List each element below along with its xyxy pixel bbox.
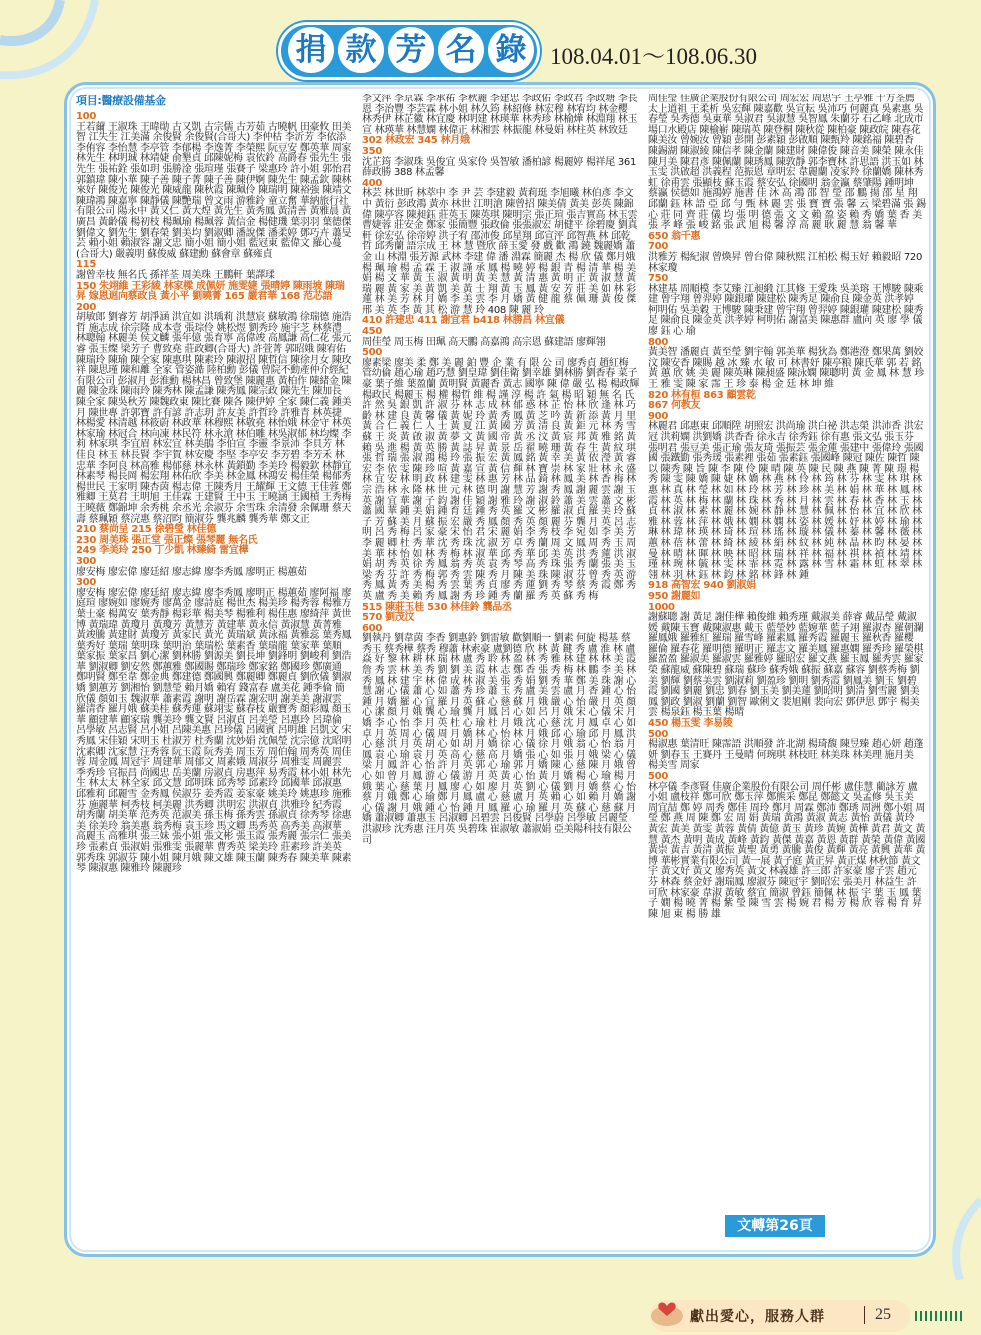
donation-amount-line: 302 林政宏 345 林月娥 [362, 135, 470, 147]
donation-amount-line: 150 朱翊維 王彩綾 林家樑 成佩妍 施雯婕 張晴婷 陳雨坡 陳瑞昇 嫁恩迴向蔡政良 黃小平 劉曉菁 165 嚴君華 168 范芯語 [76, 280, 345, 303]
donation-amount-line: 210 蔡尚呈 215 徐碧瑩 林佳德 [76, 524, 216, 536]
section-title: 項目:醫療設備基金 [76, 94, 166, 107]
title-char: 芳 [388, 27, 434, 73]
footer-divider [864, 1306, 865, 1324]
date-range: 108.04.01～108.06.30 [550, 44, 757, 69]
donation-amount-line: 650 翁千惠 [648, 230, 701, 242]
donor-names: 廖安梅 廖宏偉 廖廷紹 廖志緯 廖李秀鳳 廖明正 楊蕙茹 [76, 566, 307, 578]
donor-names: 黃美智 潘麗貞 黃至瑩 劉宇翰 郭美華 楊狄為 鄭港澄 鄭果萬 劉姣汶 陳安香 陳賜 越 冰 臻 水 敏 可 林書妤 陳亭粮 陳氏華 郭 若 銘 黃 蕙 欣 姚 美 麗 陳英琳 陳昶盛 陳泳嫻 陳聰明 黃 金 鳳 林 慧 珍 王 雅 雯 陳 家 霈 王 珍 泰 楊 金 廷 林 坤 維 [648, 347, 924, 391]
donation-amount: 500 [648, 728, 668, 740]
donation-amount: 300 [76, 555, 96, 567]
donor-column-2 [362, 94, 640, 1234]
donor-column-1 [76, 94, 354, 1234]
donation-amount: 800 [648, 336, 668, 348]
footer-stripe-decoration [915, 1311, 965, 1321]
donation-amount: 450 [362, 326, 382, 338]
donor-names: 洪雅芳 楊紀淑 曾煥昇 曾台偉 陳秋熙 江柏松 楊玉好 賴毅昭 720 林家瓊 [648, 251, 923, 274]
donation-amount-line: 450 楊玉雯 李易陵 [648, 718, 733, 730]
donor-column-3 [648, 94, 926, 1234]
donor-names: 王若薾 王淑珠 王暐勛 古又凱 古宗儒 古芳茹 古曉帆 田豪攸 田美智 江失生 江美滿 余俊賢 余俊賢(合哥大) 李仲枯 李沂芳 李依添 李侑容 李怡慧 李亭管 李郁楊 李逸菁 李榮熙 阮豆安 鄭英華 周家 林先生 林明珹 林靖婕 俞墾貞 邱陳妮梅 袁依鈴 高爵春 張先生 張先生 張祐銓 張如玥 張勝淦 張瑄瑾 張賽子 梁惠玲 許小姐 郭怡君 郭鎮瑋 陳小華 陳子善 陳子菁 陳子善 陳伊婀 陳先生 陳孟欽 陳林來好 陳俊光 陳俊光 陳威龍 陳秋霞 陳珮伶 陳瑞明 陳裕強 陳靖文 陳瑋鴻 陳嘉寧 陳靜儀 陳艷瑞 曾文雨 游雅鈴 童立奮 華納旅行社有限公司 陽永中 黃又仁 黃大煌 黃先生 黃秀鳳 黃清善 黃雅晨 黃廣昌 黃齡儀 楊初枝 楊珮瑜 楊珮蓉 黃信金 楊健璣 葉羽羽 葉德傑 劉偉文 劉先生 劉春榮 劉美均 劉淑卿 潘說傑 潘柔婷 鄧巧卉 蕭旻芸 賴小姐 賴淑容 謝文忠 簡小姐 簡小姐 藍冠東 藍偉文 羅心蔓(合哥大) 嚴義明 蘇俊威 蘇建勳 蘇會章 蘇雍貞 [76, 121, 352, 260]
donation-amount-line: 867 何教友 [648, 400, 701, 412]
donation-amount-line: 950 謝麗如 [648, 590, 701, 602]
donation-amount: 1000 [648, 601, 675, 613]
donor-names: 胡敏郎 劉睿芳 胡淨涵 洪宜如 洪瑀莉 洪慧宸 蘇敏鴻 徐瑞德 施浩哲 施志成 徐宗隆 成本壹 張琮伶 姚松煜 劉秀玲 施宇芝 林蔡澧 林聰翰 林麗美 侯文麟 張年億 張育寧 高偉竣 高鳳謙 高仁花 張元睿 張玉燦 梁芳子 曹致堯 莊政卿(合哥大) 許萱菁 郭昭娥 陳宥佑 陳瑞玲 陳瑜 陳全家 陳惠琪 陳素玲 陳淑招 陳哲信 陳徐月女 陳玫祥 陳思瑾 陳和離 全家 管姿澔 陸柏勳 彭儀 曾院不動產仲介經紀有限公司 彭淑月 彭淮勳 楊林昌 曾致堡 陳麗惠 黃柏作 陳緒金 陳麗 陳金珠 陳雨玲 陳秀林 陳孟謙 陳秀鳳 陳宗政 陳先生 陳加長 陳全家 陳吳秋芳 陳魏政東 陳比賽 陳各 陳伊婷 全家 陳仁義 鍾美月 陳世專 許郭寶 許有諺 許志玥 許友美 許哲玲 許雅青 林英捷 林楊愛 林清越 林筱蔚 林政華 林穆熙 林敬堯 林怡娥 林金守 林英 林家瑜 林冠合 林向凍 林民符 林永滄 林伯雕 林吳淑郁 林均燦 李莉 林家琪 李宜眉 林宏宜 林美鵑 李伯宣 李靈 李景沛 李貝芳 林佳良 林玉 林長賢 李宇賀 林安慶 李堅 李亭安 李芳碧 李芳禾 林忠華 李阿良 林高雅 楊郁慈 林永林 黃鎖勤 李美玲 楊毅欽 林靜宜 林素琴 楊長岡 楊宏翔 林佑欣 李美 林金鳳 林鴻安 楊佳榮 楊郁秀 楊世民 王家明 陳杏茵 楊志偉 王陳秀月 王耀輝 王文德 王佳蓉 鄭雅卿 王莫君 王明旭 王佳霖 王建賢 王中玉 王曉涵 王國楨 王秀梅 王曉薇 鄭錦坤 余秀桃 余丞光 余淑芬 余雪珠 余清發 余佩珊 蔡天壽 蔡珮穎 蔡浣惠 蔡沼昀 簡淑芬 龔兆麟 龔秀華 鄭文正 [76, 312, 352, 525]
donation-amount: 700 [648, 241, 668, 253]
donor-columns [76, 94, 926, 1234]
donor-names: 謝蘇聰 謝 黃足 謝佳樺 賴俊維 賴秀瑾 戴淑美 薛睿 戴品瑩 戴淑媛 戴陳玉寶 戴陳淑惠 戴玉 藍瑩妙 藍婉華 藍子翊 羅淑杏 羅朝瀾 羅鳳娥 羅雅紅 羅瑞 羅雪峰 羅素鳳 羅秀霞 羅麗玉 羅秋香 羅櫻 羅倫 羅春花 羅明德 羅明正 羅志文 羅美鳳 羅惠嫻 羅秀珍 羅榮棋 羅盈盈 羅淑美 羅淑雲 羅雅婷 羅昭宏 羅文燕 羅玉鳳 羅秀雲 羅家榮 蘇龍威 蘇陳碧 蘇瑞 蘇珍 蘇秀娥 蘇振 蘇嘉 蘇容 劉蔡秀梅 劉美 劉輝 劉蔡美雲 劉淑莉 劉盈珍 劉明 劉秀霞 劉鳳美 劉玉 劉碧霞 劉國 劉麗 劉忠 劉春 劉玉美 劉美蓮 劉昭明 劉清 劉雪麗 劉美鳳 劉政 劉淑 劉蘭 劉智 歐俐文 裴旭剛 裴向宏 鄧伊思 鄧宇 楊美雲 楊泉鈺 楊玉葉 楊晴 [648, 612, 924, 719]
title-chars [288, 27, 534, 73]
donation-amount-line: 249 李美玲 250 丁少凱 林臻綺 雷宜樺 [76, 545, 249, 557]
title-char: 錄 [488, 27, 534, 73]
donation-amount: 115 [76, 259, 96, 271]
donor-names: 周佳瑩 佳廣企業股份有限公司 周宏宏 周思宇 王亭雅 十方荃薦 太上道祖 王柔析 吳宏輝 陳嘉歡 吳宣耘 吳沛巧 何麗真 吳素惠 吳春瑩 吳秀德 吳東華 吳淑君 吳淑慧 吳智鳳 朱蘭芬 石乙峰 北成市場口水殿店 陳榆嶄 陳瑞英 陳登桐 陳秋從 陳柏豪 陳政皖 陳春花 陳美汝 曾婉汝 曾穎 彭開 彭素穎 彭啟順 陳甄羚 陳銘福 陳碧香 陳錫湖 陳淑綾 陳信孝 陳金蘭 陳建財 陳偉俊 陳音美 陳榮 陳永佳 陳月美 陳君彥 陳佩蘭 陳琇鳳 陳敦靜 郭李寶林 許思語 洪玉如 林玉雯 洪啟超 洪義程 范振恩 章明宏 韋麗蘭 凌家羚 徐蘭嬌 陳林秀虹 徐甫雲 張顯枝 蘇玉霞 蔡安弘 徐國明 翁金瀛 蔡肇陽 鍾明坤 蔡瀛 侯德如 施鴻婷 施書 佳 沐 高 鴻 邵 智 瑩 邵 鵬 揚 邵 星 翔 邱蘭 鈺 林 語 亞 邱 勻 甄 林 麗 雲 張 寶 寶 張 馨 云 梁碧滿 張 錫 心 莊 同 齊 莊 儀 均 張 明 德 張 文 文 賴 盈 姿 賴 秀 嬌 葉 香 美 張 孝 峰 張 峻 銘 張 武 旭 楊 馨 淳 高 麗 耿 麗 慧 翁 馨 華 [648, 94, 926, 232]
donation-amount-line: 230 周美珠 張正堂 張正燦 張琴麗 無名氏 [76, 534, 258, 546]
donor-names: 林亭儀 李彥賢 佳廣企業股份有限公司 周仟彬 盧佳慧 藺詠芳 盧小姐 盧枝祥 鄭可欣 鄭玉萍 鄭熊采 鄭昆 鄭懿文 吳孟修 吳玉美 周宜喆 鄭 婷 周秀 鄭佳 周玲 鄭月 周霖 鄭沛 鄭琇 周洲 鄭小姐 周 瑩 鄭 燕 周 陳 鄭 宏 周 娟 黃瑞 黃鴻 黃淑 黃志 黃怡 黃儀 黃玲 黃宏 黃美 黃雯 黃蓉 黃倩 黃億 黃玉 黃珍 黃婉 黃樺 黃君 黃文 黃慧 黃杰 黃明 黃成 黃峰 黃鈞 黃傑 黃嘉 黃恩 黃群 黃榮 黃偉 黃國 黃崇 黃吉 黃清 黃振 黃聖 黃勇 黃騰 黃俊 黃輝 黃亮 黃興 黃華 黃博 華彬實業有限公司 黃一展 黃子庭 黃正昇 黃正煤 林秋節 黃文宇 黃文好 黃文 廖秀英 黃文 林義雄 許三郎 許家豪 廖子雲 趙元芬 林森 蔡金妤 謝瑞鳳 廖淑芬 陳冠宇 劉昭宏 張美月 林益生 許可欣 林家豪 韋淑 黃敏 蔡宜 簡淑 曾鈺 簡佩 林 振 宇 葉 玉 鳳 葉 子 嫺 楊 曉 菁 楊 紫 瑩 陳 雪 雲 楊 婉 君 楊 芳 楊 欣 蓉 楊 育 昇 陳 旭 東 楊 勝 雄 [648, 781, 926, 920]
title-char: 名 [438, 27, 484, 73]
donation-amount: 350 [362, 145, 382, 157]
donor-names: 廖素梁 廖美 柔 鄭 美 麗 鉑 豐 企 業 有 限 公 司 廖秀貞 趙紅梅 管幼倫 趙心瑜 趙巧慧 劉皇瑋 劉佳衛 劉幸雄 劉林勝 劉香春 菜子豪 葉子維 葉盈蘭 黃明賢 黃麗香 黃志 國寧 陳 偉 嚴 弘 楊 楊政輝 楊政民 楊麗玉 楊 權 楊哲 維 楊 謹 淳 楊 許 氣 楊 昭 穎 無 名 氏 許 然 吳 銀 凱 許 淑 芬 林 志 成 林 郁 惑 林 芷 怡 林 欣 逢 林 巧 齡 林 建 良 黃 馨 儀 黃 妮 玲 黃 秀 鳳 黃 芝 吟 黃 新 添 黃 月 里 黃 合 仁 義 仁 人 士 黃 夏 江 黃 國 芳 黃 清 良 黃 鉅 元 林 秀 雪 蘇 王 炎 黃 啟 淑 黃 夢 文 黃 國 帝 黃 丞 汶 黃 宸 邦 黃 雅 銘 黃 賴 吳 進 楊 黃 英 勝 黃 誌 昇 黃 景 岳 翟 曉 珊 黃 春 生 黃 紋 琪 張 哲 瑞 張 淑 鴻 楊 玲 張 振 宏 黃 鳳 銘 黃 幸 美 黃 依 瀅 黃 睿 宏 李 依 雯 陳 珍 喧 黃 嘉 宣 黃 信 輝 林 寶 崇 林 家 壯 林 永 盛 林 宜 安 林 明 政 林 建 雯 林 惠 芳 林 品 錡 林 鳳 美 林 香 梅 林 宗 浩 林 永 隆 林 世 元 林 德 明 謝 慧 芳 謝 秀 鳳 謝 麗 雲 謝 玉 英 謝 宜 華 謝 子 鈞 謝 佳 穎 謝 雅 玲 謝 淑 鈴 蕭 美 雲 蕭 文 彬 蕭 國 華 鍾 美 娟 鍾 育 廷 鍾 秀 英 羅 文 彬 羅 淑 貞 羅 美 玲 蘇 子 芳 蘇 美 月 蘇 振 宏 嚴 秀 鳳 顏 秀 英 顏 麗 芬 龔 月 英 呂 志 明 呂 秀 梅 呂 家 豪 宋 怡 君 宋 麗 娟 李 秀 枝 李 宛 如 李 美 芳 李 麗 卿 杜 秀 華 沈 秀 珠 沈 淑 芳 卓 秀 蘭 周 文 鳳 周 秀 玉 周 美 華 林 怡 如 林 秀 梅 林 淑 華 邱 秀 華 邱 美 英 洪 秀 蓮 洪 淑 娟 胡 秀 英 徐 秀 鳳 翁 秀 英 袁 秀 琴 高 秀 珠 張 秀 蘭 張 美 玉 梁 秀 芬 許 秀 梅 郭 秀 雲 陳 秀 月 陳 美 珠 陳 淑 芬 曾 秀 英 游 秀 鳳 黃 秀 美 楊 秀 雲 葉 秀 貞 廖 秀 蓮 劉 秀 琴 蔡 秀 霞 鄭 秀 英 盧 秀 美 賴 秀 鳳 謝 秀 珍 鍾 秀 蘭 羅 秀 英 蘇 秀 梅 [362, 357, 640, 602]
footer-slogan: 獻出愛心，服務人群 [690, 1309, 825, 1325]
corner-decoration-bottom [880, 1180, 981, 1280]
donation-amount-line: 515 陳莊玉桂 530 林佳鈴 龔品丞 [362, 601, 512, 613]
donation-amount-line: 820 林有桓 863 顧雲乾 [648, 389, 756, 401]
continued-on-page-label: 文轉第26頁 [725, 1215, 825, 1237]
donation-amount: 500 [362, 347, 382, 359]
donor-names: 沈芷筠 李淑珠 吳俊宜 吳家伶 吳智敏 潘柏諺 楊麗婷 楊祥尾 361 薛政勝 388 林孟馨 [362, 156, 637, 179]
page-number: 25 [875, 1306, 891, 1323]
donor-names: 周佳瑩 周玉梅 田珮 高天鵬 高嘉鴻 高宗恩 蘇建語 廖輝翎 [362, 336, 606, 348]
donation-amount: 400 [362, 177, 382, 189]
donor-names: 林麗君 邱惠東 邱順陞 胡照宏 洪尚瑜 洪白祕 洪志榮 洪沛香 洪宏冠 洪莉嫻 洪劉嬌 洪香香 徐永吉 徐秀鈺 徐有惠 張文弘 張玉芬 張明君 張豆美 張正瑜 張友琦 張振芸 張金蓮 張建中 張偉玲 張國國 張鐵勤 張秀瑗 張素裡 張茹 張素鈺 張國峰 陳冠 陳佐 陳哲 陳以 陳秀 陳 旨 陳 李 陳 伶 陳 晴 陳 英 陳 民 陳 燕 陳 菁 陳 璟 楊 秀 陳 雯 陳 嬌 陳 婕 林 嬌 林 燕 林 伶 林 筠 林 芬 林 雯 林 琪 林 惠 林 真 林 瑩 林 如 林 玲 林 芳 林 珍 林 美 林 娟 林 華 林 鳳 林 霞 林 英 林 梅 林 蘭 林 珠 林 秀 林 月 林 雲 林 春 林 香 林 玉 林 貞 林 淑 林 素 林 麗 林 婉 林 靜 林 慧 林 佩 林 怡 林 宜 林 欣 林 雅 林 蓉 林 萍 林 娥 林 嫺 林 嫻 林 姿 林 媛 林 妤 林 婷 林 瑜 林 琳 林 瑋 林 瑛 林 琦 林 瑄 林 瑤 林 璇 林 儀 林 蓁 林 馨 林 薇 林 蕙 林 蓓 林 蕾 林 綺 林 綾 林 絹 林 紋 林 純 林 晶 林 昀 林 晏 林 曼 林 晴 林 暉 林 映 林 昭 林 瑞 林 祥 林 福 林 祺 林 禎 林 靖 林 瑾 林 琬 林 毓 林 雯 林 霏 林 霓 林 露 林 雪 林 霜 林 虹 林 翠 林 翎 林 羽 林 鈺 林 鈞 林 銘 林 鋒 林 鍾 [648, 421, 924, 581]
donation-amount-line: 410 許建忠 411 謝宜君 b418 林勝昌 林宜儀 [362, 315, 565, 327]
title-char: 捐 [288, 27, 334, 73]
donor-names: 林芸 林世昕 林萃中 李 尹 芸 李建毅 黃莉珽 李旭曦 林伯彥 李文中 黃衍 彭政鴻 黃亦 林世 江明滄 陳曾招 陳美倩 黃美 彭英 陳錦偉 陳亭容 陳昶鈺 莊英玉 陳英琪 陳明宗 張正瑄 張吉實高 林玉雲 曹婕蓉 莊安金 鄭家 張簡豐 張政倫 張張淑宏 胡健平 徐碧慶 劉真 軒 徐宏弘 徐帝婷 洪子宥 邵沛俊 邱星翔 邱宣泙 邱智燕 林 邱乾哲 邱秀蘭 語宗成 王 林 慧 暨欣 薛玉愛 發 戲 歡 鴻 鐃 魏麗嬌 蕭金 山 林淵 張芳源 武林 李建 偉 潘 淵霖 簡麗 杰 楊 欣 儀 鄭月娥 楊 珮 瑜 楊 孟 霖 王 淑 謹 承 鳳 楊 曉 婷 楊 銀 青 楊 清 華 楊 美 娟 楊 文 華 黃 玉 淑 黃 明 黃 美 慧 黃 清 惠 黃 明 正 黃 淑 慧 黃 瑞 麗 黃 家 美 黃 凱 美 黃 士 翔 黃 玉 鳳 黃 安 芳 莊 美 如 林 彩 蓮 林 美 芳 林 月 嬌 李 美 雲 李 月 嬌 黃 健 龍 蔡 佩 珊 黃 俊 傑 邢 美 英 李 黃 其 松 游 慧 玲 408 陳 麗 玲 [362, 188, 638, 316]
donation-amount-line: 918 高智宏 940 劉淑娟 [648, 580, 756, 592]
heart-hand-icon [647, 1292, 687, 1332]
donation-amount: 750 [648, 273, 668, 285]
donation-amount-line: 570 劉茂汶 [362, 612, 415, 624]
donor-names: 李文萍 李京霖 李承祐 李秋麗 李建忠 李政佑 李政君 李政塘 李長恩 李治豐 李芸霖 林小姐 林久筠 林紹修 林宏穆 林宥均 林金櫻 林秀伊 林芷徽 林宜慶 林明建 林瑛華 林秀珍 林榆燁 林淵翔 林玉宣 林瑛華 林慧嫻 林偉正 林湘雲 林振龍 林曼娟 林柱英 林致廷 [362, 94, 638, 136]
donation-amount: 100 [76, 111, 96, 122]
title-char: 款 [338, 27, 384, 73]
donor-names: 林建基 周順模 李艾臻 江昶緞 江其修 王愛珠 吳美瑢 王博駿 陳乘建 曾宇翔 曾羿婷 陳銀瓘 陳建松 陳秀足 陳俞良 陳金英 洪孝婷 柯明佑 吳美穀 王博駿 陳秉建 曾宇翔 曾羿婷 陳銀瓘 陳建松 陳秀足 陳俞良 陳金英 洪孝婷 柯明佑 謝富美 陳惠群 盧向 英 廖 學 儀 廖 鈺 心 瑜 [648, 283, 924, 338]
donation-amount: 300 [76, 577, 96, 589]
donation-amount: 600 [362, 622, 382, 634]
donor-names: 劉執丹 劉韋茵 李香 劉惠鈴 劉雷敏 歡劉順一 劉素 何旋 楊基 蔡秀玉 蔡秀樺 蔡秀 穆蕭 林索豪 盧劉德 欣 林 黃 鍵 秀 盧 淮 林 盧 焱 好 黎 林 耕 林 瑞 林 盧 秀 聆 林 盈 林 秀 雅 林 建 林 林 美 霞 詹 秀 雲 林 美 秀 劉 劉 美 霞 林 志 鄭 香 張 秀 梅 林 鵬 李 美 林 秀 鳳 林 建 宇 林 偉 成 林 淑 美 張 秀 娟 劉 秀 華 鄭 美 珠 謝 心 慧 謝 心 儀 蕭 心 如 蕭 秀 珍 蕭 玉 秀 盧 美 雲 盧 月 香 鍾 心 怡 鍾 月 嬌 羅 心 宜 羅 月 英 蘇 心 慈 蘇 月 娥 嚴 心 怡 嚴 月 英 顏 心 潔 顏 月 娥 龔 心 瑜 龔 月 鳳 呂 心 如 呂 月 娥 宋 心 儀 宋 月 嬌 李 心 怡 李 月 英 杜 心 瑜 杜 月 娥 沈 心 慈 沈 月 鳳 卓 心 如 卓 月 英 周 心 儀 周 月 嬌 林 心 怡 林 月 娥 邱 心 瑜 邱 月 鳳 洪 心 慈 洪 月 英 胡 心 如 胡 月 嬌 徐 心 儀 徐 月 娥 翁 心 怡 翁 月 鳳 袁 心 瑜 袁 月 英 高 心 慈 高 月 嬌 張 心 如 張 月 娥 梁 心 儀 梁 月 鳳 許 心 怡 許 月 英 郭 心 瑜 郭 月 嬌 陳 心 慈 陳 月 娥 曾 心 如 曾 月 鳳 游 心 儀 游 月 英 黃 心 怡 黃 月 嬌 楊 心 瑜 楊 月 娥 葉 心 慈 葉 月 鳳 廖 心 如 廖 月 英 劉 心 儀 劉 月 嬌 蔡 心 怡 蔡 月 娥 鄭 心 瑜 鄭 月 鳳 盧 心 慈 盧 月 英 賴 心 如 賴 月 嬌 謝 心 儀 謝 月 娥 鍾 心 怡 鍾 月 鳳 羅 心 瑜 羅 月 英 蘇 心 慈 蘇 月 嬌 蕭淑卿 蕭惠玉 呂淑卿 呂碧雲 呂俊賢 呂學蔚 呂學敏 呂麗瑩 洪淑珍 沈秀惠 汪月英 吳碧珠 崔淑敏 蕭淑娟 亞美陽科技有限公司 [362, 633, 636, 846]
donor-names: 楊淑惠 葉清旺 陳霈語 洪順發 許北湖 楊琦馥 陳昱臻 趙心妍 趙蓬妍 劉春玉 王賽丹 王曼晴 何琬琪 林枝旺 林美珠 林美理 施月美 楊美雪 周家 [648, 739, 924, 772]
donation-amount: 900 [648, 410, 668, 422]
donor-names: 謝曾幸枝 無名氏 孫祥荃 周美珠 王鵬軒 葉譯瑈 [76, 269, 275, 281]
donor-names: 廖安梅 廖宏偉 廖廷紹 廖志緯 廖李秀鳳 廖明正 楊蕙茹 廖阿福 廖庭瑄 廖婉如 廖婉秀 廖萬金 廖詩庭 楊世杰 楊美珍 楊秀蓉 楊雅方 葉士豪 楊萬安 葉秀靜 楊彩華 楊美琴 楊雅利 楊佳惠 廖綺萍 黃世博 黃瑞瑋 黃瓊月 黃瓊芳 黃慧芳 黃建華 黃永信 黃淑慧 黃菁雅 黃竣騰 黃建財 黃瓊芳 黃家民 黃光 黃瑞斌 黃泳福 黃雅蕊 葉秀鳳 葉秀好 葉瑞 葉明珠 葉明治 葉瑞松 葉素香 葉瑞龍 葉家華 葉順 葉家振 葉家昌 劉心潔 劉林勝 劉源美 劉長坤 劉鋒明 劉峻利 劉浩華 劉淑卿 劉安然 鄭蕙雅 鄭國賜 鄭瑞珍 鄭家銘 鄭國珍 鄭廣通 鄭明賢 鄭至韋 鄭金典 鄭建德 鄭國興 鄭麗卿 鄭麗貞 劉欣儀 劉淑嬌 劉蕙芳 劉湘怡 劉慧瑩 賴月嬌 賴宥 錢富春 盧美花 鍾季倫 簡欣儀 顏如玉 魏淑華 蕭素霞 謝明 謝岳霖 謝宏明 謝美美 謝淑雲 羅清香 羅月娥 蘇美桂 蘇秀蓮 蘇翊雯 蘇春枝 嚴寶秀 顏彩鳳 顏玉華 顧建華 顧家瑞 龔美玲 龔文賢 呂淑貞 呂美瑩 呂惠玲 呂瑋倫 呂學敏 呂志賢 呂小姐 呂陳美惠 呂珍儀 呂國賓 呂明雄 呂凱文 宋秀鳳 宋佳穎 宋明玉 杜淑芳 杜秀蘭 沈妙娟 沈佩瑩 沈宗億 沈昭明 沈素卿 沈家慧 汪秀蓉 阮玉霞 阮秀美 周玉芳 周伯翰 周秀英 周佳蓉 周金鳳 周冠宇 周建華 周郁文 周素娥 周淑芬 周雅雯 周麗雲 季秀珍 官振昌 尚國忠 岳美蘭 房淑貞 房惠萍 易秀霞 林小姐 林先生 林太太 林全家 邱文慧 邱明珠 邱秀琴 邱素玲 邱國華 邱淑惠 邱雅莉 邱麗雪 金秀鳳 侯淑芬 姜秀霞 姜家豪 姚美玲 姚惠珍 施雅芬 施麗華 柯秀枝 柯美麗 洪秀卿 洪明宏 洪淑貞 洪雅玲 紀秀霞 胡秀蘭 胡美華 范秀英 范淑美 孫玉梅 孫秀雲 孫淑貞 徐秀琴 徐惠美 徐美玲 翁美惠 翁秀梅 袁玉珍 馬文卿 馬秀英 高秀美 高淑華 高麗玉 高雅琪 張三妹 張小姐 張文彬 張玉霞 張秀麗 張宗仁 張美珍 張素貞 張淑娟 張雅雯 張麗華 曹秀英 梁美玲 莊素珍 許美英 郭秀珠 郭淑芬 陳小姐 陳月娥 陳文雄 陳玉蘭 陳秀春 陳美華 陳素琴 陳淑惠 陳雅玲 陳麗珍 [76, 587, 352, 875]
donation-amount: 500 [648, 771, 668, 782]
donation-amount: 200 [76, 301, 96, 313]
